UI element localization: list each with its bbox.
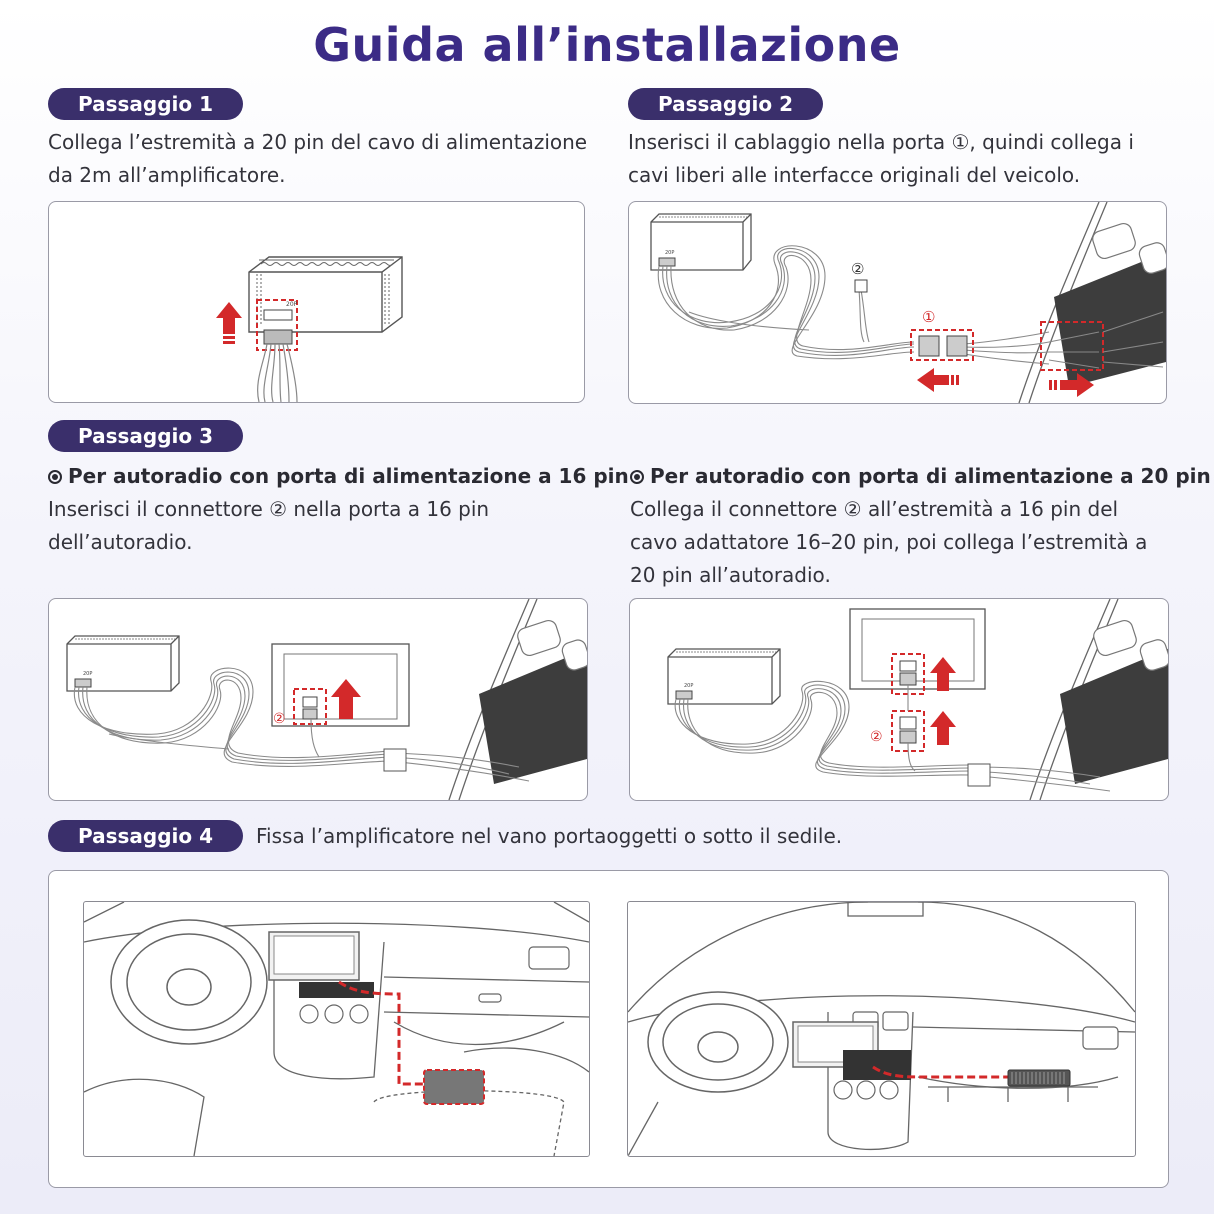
step1-badge: Passaggio 1 (48, 88, 243, 120)
car-interior-seat-view (83, 901, 590, 1157)
step2-illustration (628, 201, 1167, 404)
step4-text: Fissa l’amplificatore nel vano portaoggetti o sotto il sedile. (256, 824, 843, 848)
radio-bullet-icon (630, 470, 644, 484)
radio-bullet-icon (48, 470, 62, 484)
step2-connector-label: 20P (665, 250, 675, 256)
step3a-marker: ② (273, 711, 286, 727)
step1-text-line2: da 2m all’amplificatore. (48, 163, 286, 187)
step3-option-b-line2: cavo adattatore 16–20 pin, poi collega l’estremità a (630, 530, 1148, 554)
step3b-connector-label: 20P (684, 683, 694, 689)
step3-option-a-line1: Inserisci il connettore ② nella porta a 16 pin (48, 497, 490, 521)
step1-text-line1: Collega l’estremità a 20 pin del cavo di alimentazione (48, 130, 588, 154)
step3-option-b-line3: 20 pin all’autoradio. (630, 563, 831, 587)
step1-connector-label: 20P (286, 301, 298, 308)
step2-text-line1: Inserisci il cablaggio nella porta ①, quindi collega i (628, 130, 1134, 154)
step2-text-line2: cavi liberi alle interfacce originali del veicolo. (628, 163, 1081, 187)
step3b-marker: ② (870, 729, 883, 745)
car-interior-glovebox-view (627, 901, 1136, 1157)
step2-marker-1: ① (922, 308, 936, 326)
amplifier-icon (249, 257, 402, 332)
step3-option-a-line2: dell’autoradio. (48, 530, 193, 554)
step2-badge: Passaggio 2 (628, 88, 823, 120)
arrow-up-icon (930, 657, 956, 745)
step3-option-b-illustration (629, 598, 1169, 801)
step3a-connector-label: 20P (83, 671, 93, 677)
step1-illustration (48, 201, 585, 403)
page-title: Guida all’installazione (313, 18, 901, 72)
step3-option-a-heading: Per autoradio con porta di alimentazione a 16 pin (48, 464, 629, 488)
step3-option-b-line1: Collega il connettore ② all’estremità a 16 pin del (630, 497, 1119, 521)
step4-illustration (48, 870, 1169, 1188)
step2-marker-2: ② (851, 260, 865, 278)
arrow-left-icon (917, 368, 959, 392)
step3-option-b-heading: Per autoradio con porta di alimentazione a 20 pin (630, 464, 1211, 488)
arrow-up-icon (216, 302, 242, 344)
step3-badge: Passaggio 3 (48, 420, 243, 452)
step4-badge: Passaggio 4 (48, 820, 243, 852)
step3-option-a-illustration (48, 598, 588, 801)
